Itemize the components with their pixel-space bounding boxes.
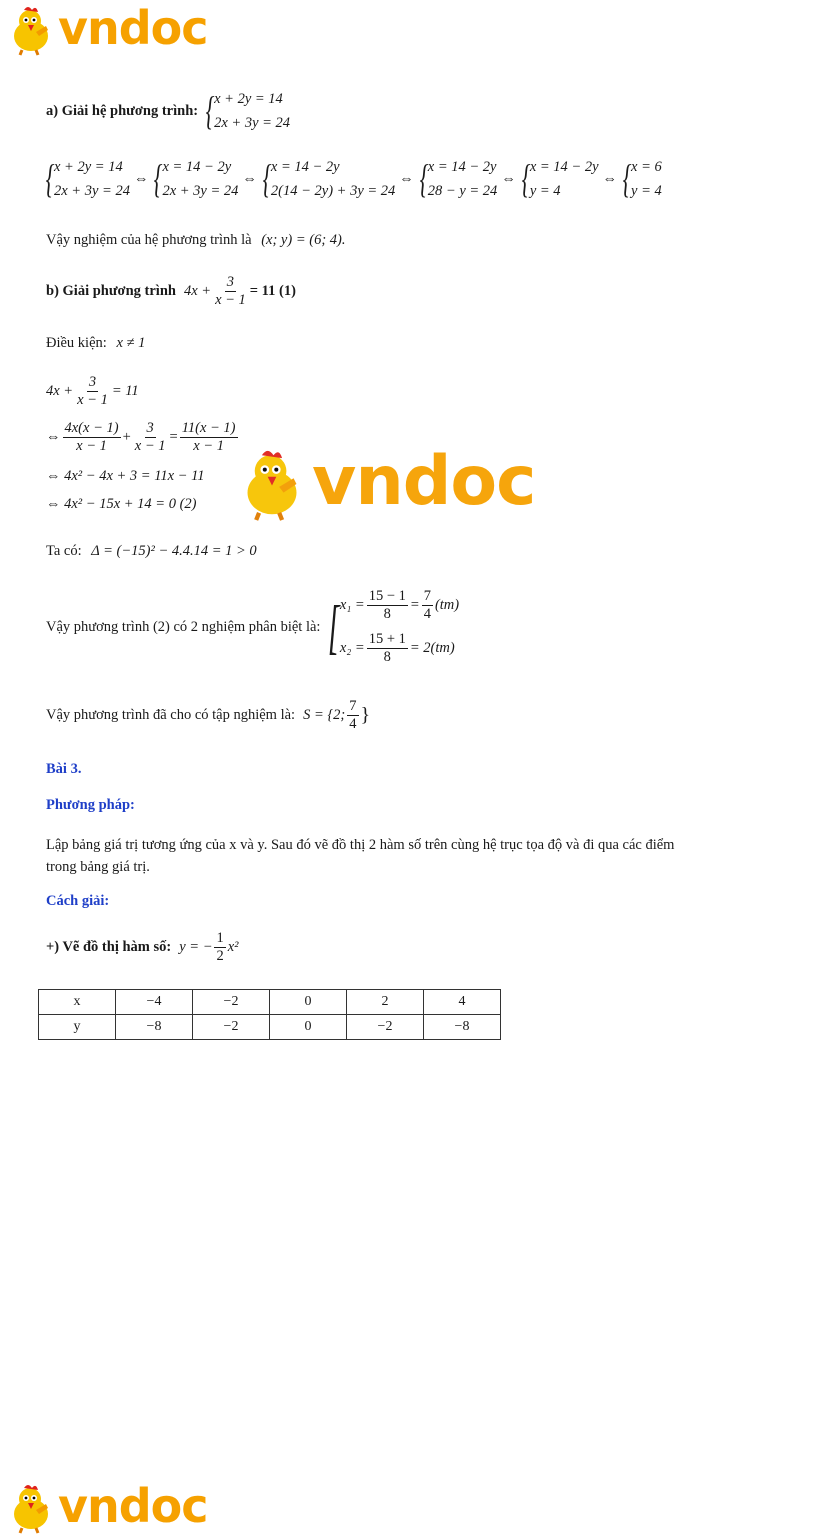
table-cell: −2 <box>193 990 270 1015</box>
part-b-eq-left: 4x + <box>183 283 212 299</box>
part-a-steps: { x + 2y = 14 2x + 3y = 24 ⇔ { x = 14 − 2y 2x + 3y = 24 ⇔ { x = 14 − 2y 2(14 − 2y) + 3y = 24 ⇔ { x = 14 − 2y 28 − y = 24 ⇔ { x = 14 − 2y y = 4 ⇔ { x = 6 y = 4 <box>45 156 662 201</box>
table-row-x <box>39 990 501 1015</box>
step4-line1: x = 14 − 2y <box>427 159 497 175</box>
delta-line: Ta có: Δ = (−15)² − 4.4.14 = 1 > 0 <box>46 543 257 559</box>
part-a-eq2: 2x + 3y = 24 <box>214 115 291 131</box>
step6-line1: x = 6 <box>631 159 662 175</box>
roots-block <box>46 588 459 666</box>
condition-value: x ≠ 1 <box>116 335 146 351</box>
roots-text: Vậy phương trình (2) có 2 nghiệm phân biệt là: <box>46 618 321 635</box>
step1-line2: 2x + 3y = 24 <box>54 183 130 199</box>
step5-line2: y = 4 <box>529 183 561 199</box>
part-a-conclusion-text: Vậy nghiệm của hệ phương trình là <box>46 232 252 248</box>
step2-line2: 2x + 3y = 24 <box>162 183 239 199</box>
roots-system: [ x₁ = $\frac{15 - 1}{8}$ = $\frac{7}{4}$ (tm) x₂ = $\frac{15 + 1}{8}$ = 2(tm) <box>328 588 460 665</box>
step4-line2: 28 − y = 24 <box>427 183 498 199</box>
step1-line1: x + 2y = 14 <box>54 159 123 175</box>
bai3-title: Bài 3. <box>46 761 82 777</box>
table-cell: −8 <box>116 1015 193 1040</box>
table-cell: −4 <box>116 990 193 1015</box>
table-row-y <box>39 1015 501 1040</box>
part-a-eq1: x + 2y = 14 <box>214 91 283 107</box>
table-cell: −2 <box>347 1015 424 1040</box>
condition-label: Điều kiện: <box>46 335 107 351</box>
table-cell: −2 <box>193 1015 270 1040</box>
part-a-label: a) Giải hệ phương trình: <box>46 102 199 119</box>
method-text: Lập bảng giá trị tương ứng của x và y. Sau đó vẽ đồ thị 2 hàm số trên cùng hệ trục tọa độ và đi qua các điểm trong bảng giá trị. <box>46 837 675 875</box>
table-cell: x <box>39 990 116 1015</box>
part-a-conclusion-math: (x; y) = (6; 4). <box>261 232 346 248</box>
brand-name: vndoc <box>58 1 208 55</box>
table-cell: 4 <box>424 990 501 1015</box>
footer-chicken-icon <box>6 1482 56 1534</box>
solution-line-1: 4x + $\frac{3}{x - 1}$ = 11 <box>46 374 139 408</box>
watermark-chicken-icon <box>236 446 308 522</box>
root-2: x₂ = $\frac{15 + 1}{8}$ = 2(tm) <box>339 631 455 665</box>
method-title: Phương pháp: <box>46 797 135 813</box>
part-a-conclusion <box>46 232 345 249</box>
solution-line-2: ⇔ $\frac{4x(x - 1)}{x - 1}$ + $\frac{3}{x - 1}$ = $\frac{11(x - 1)}{x - 1}$ <box>46 420 236 454</box>
watermark-brand-name: vndoc <box>312 441 536 521</box>
solution-line-4: ⇔ 4x² − 15x + 14 = 0 (2) <box>46 496 197 512</box>
step3-line1: x = 14 − 2y <box>270 159 340 175</box>
value-table <box>38 989 501 1040</box>
table-cell: −8 <box>424 1015 501 1040</box>
table-cell: 2 <box>347 990 424 1015</box>
part-b-eq-fraction: $\frac{3}{x - 1}$ <box>215 274 246 308</box>
part-b-heading <box>46 274 296 309</box>
part-a-heading <box>46 87 290 135</box>
table-cell: 0 <box>270 1015 347 1040</box>
root-1: x₁ = $\frac{15 - 1}{8}$ = $\frac{7}{4}$ (tm) <box>339 588 460 622</box>
part-b-condition <box>46 335 145 352</box>
solution-set-text: Vậy phương trình đã cho có tập nghiệm là: <box>46 707 296 723</box>
footer-brand-name: vndoc <box>58 1479 208 1533</box>
solution-line-3: ⇔ 4x² − 4x + 3 = 11x − 11 <box>46 468 205 484</box>
solution-title: Cách giải: <box>46 893 110 909</box>
table-cell: y <box>39 1015 116 1040</box>
header-logo <box>6 1 208 56</box>
watermark-logo <box>236 441 536 522</box>
footer-logo <box>6 1479 208 1534</box>
delta-value: Δ = (−15)² − 4.4.14 = 1 > 0 <box>91 543 257 559</box>
chicken-mascot-icon <box>6 4 56 56</box>
step6-line2: y = 4 <box>631 183 662 199</box>
step5-line1: x = 14 − 2y <box>529 159 599 175</box>
part-b-label: b) Giải phương trình <box>46 283 176 299</box>
part-a-system: { x + 2y = 14 2x + 3y = 24 <box>205 88 291 133</box>
graph-heading: +) Vẽ đồ thị hàm số: y = − $\frac{1}{2}$ x² <box>46 930 239 964</box>
solution-set: Vậy phương trình đã cho có tập nghiệm là: S = {2; $\frac{7}{4}$ } <box>46 698 371 732</box>
step3-line2: 2(14 − 2y) + 3y = 24 <box>270 183 396 199</box>
step2-line1: x = 14 − 2y <box>162 159 232 175</box>
part-b-eq-right: = 11 (1) <box>249 283 296 299</box>
table-cell: 0 <box>270 990 347 1015</box>
